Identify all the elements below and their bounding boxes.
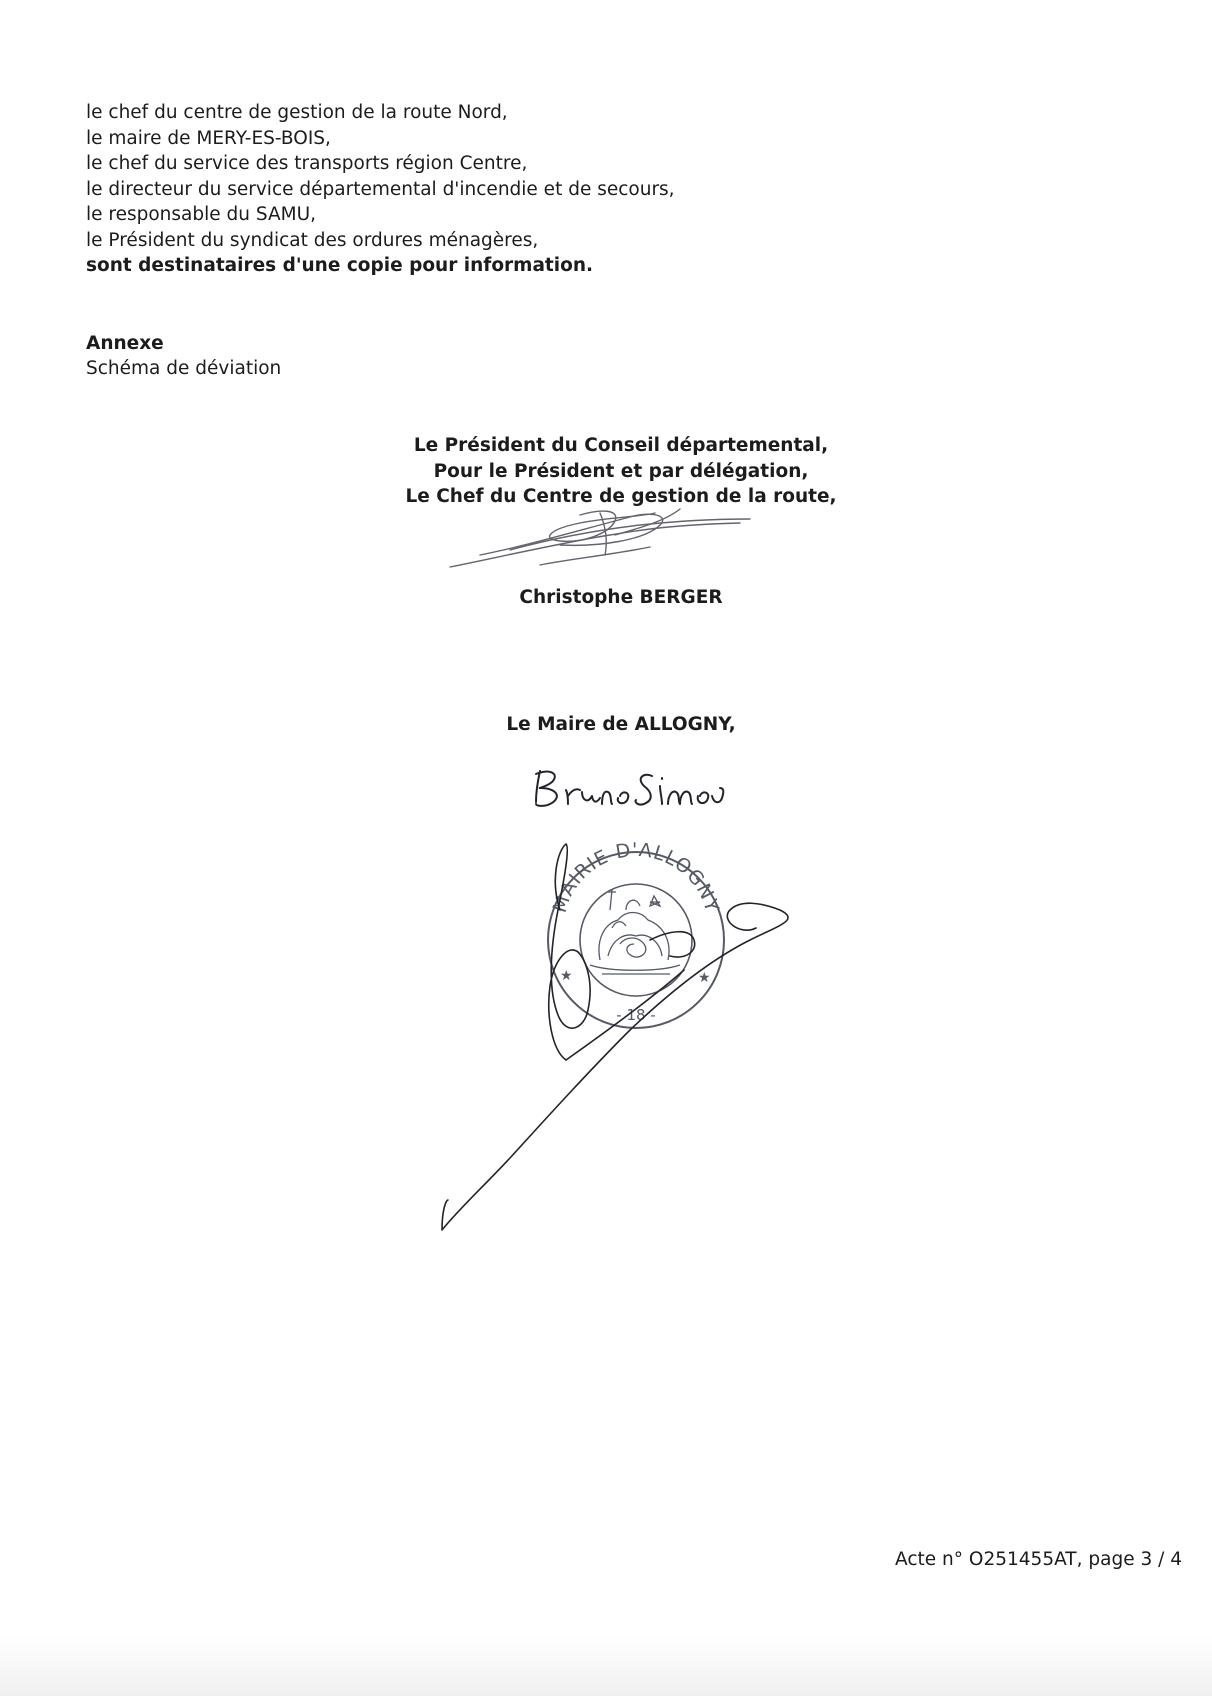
signer-name-block — [390, 585, 852, 611]
mayor-title: Le Maire de ALLOGNY, — [506, 714, 736, 735]
recipient-line: le responsable du SAMU, — [86, 204, 317, 225]
recipient-line: le chef du centre de gestion de la route Nord, — [86, 102, 508, 123]
signer-name: Christophe BERGER — [519, 587, 723, 608]
recipients-list — [86, 100, 675, 279]
recipient-line: le Président du syndicat des ordures ménagères, — [86, 229, 539, 251]
delegation-line: Pour le Président et par délégation, — [433, 460, 809, 482]
svg-text:MAIRIE D'ALLOGNY: MAIRIE D'ALLOGNY — [548, 838, 724, 916]
page-bottom-shade — [0, 1636, 1212, 1696]
footer-reference: Acte n° O251455AT, page 3 / 4 — [895, 1549, 1182, 1570]
president-title: Le Président du Conseil départemental, — [413, 435, 829, 456]
annexe-text: Schéma de déviation — [86, 358, 282, 379]
president-signature — [440, 495, 760, 585]
centre-chief-line: Le Chef du Centre de gestion de la route, — [405, 486, 837, 507]
mayor-stamp-and-signature — [440, 760, 860, 1240]
mayor-flourish-signature — [442, 844, 788, 1230]
annexe-heading: Annexe — [86, 333, 164, 354]
recipient-line: le maire de MERY-ES-BOIS, — [86, 127, 331, 149]
recipient-line: le directeur du service départemental d'incendie et de secours, — [86, 178, 675, 200]
svg-text:- 18 -: - 18 - — [616, 1006, 656, 1024]
svg-text:★: ★ — [560, 968, 573, 984]
recipient-line: le chef du service des transports région Centre, — [86, 153, 528, 174]
svg-text:★: ★ — [698, 970, 711, 986]
recipients-closing: sont destinataires d'une copie pour information. — [86, 255, 594, 276]
mairie-stamp — [548, 839, 724, 1028]
handwritten-name-signature — [536, 771, 723, 806]
annexe-section — [86, 331, 281, 381]
mayor-signature-block — [440, 712, 802, 738]
